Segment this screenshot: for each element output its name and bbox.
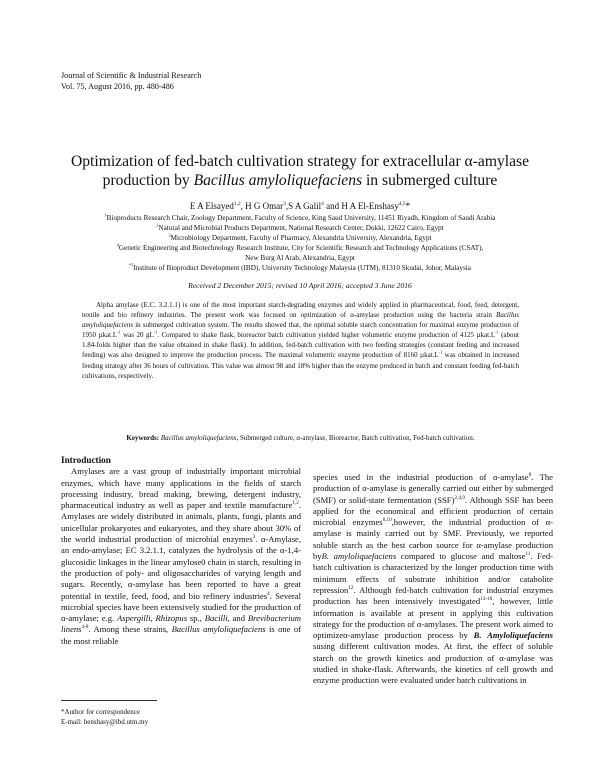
intro-paragraph-right: species used in the industrial production of α-amylase$^8$. The production of α-amylase is generally carried out either by submerged (SMF) or solid-state fermentation (SSF)$^{2,4,9}$. Although SSF has been applied for the economical and efficient production of certain microbial enzymes$^{8,10}$,however, the industrial production of α-amylase is mainly carried out by SMF. Previously, we reported soluble starch as the best carbon source for α-amylase production byB. amyloliquefaciens compared to glucose and maltose$^{11}$. Fed-batch cultivation is characterized by the longer production time with minimum effects of substrate inhibition and/or catabolite repression$^{12}$. Although fed-batch cultivation for industrial enzymes production has been intensively investigated$^{13-16}$, however, little information is available at present in applying this cultivation strategy for the production of α-amylases. The present work aimed to optimizeα-amylase production process by B. Amyloliquefaciens susing different cultivation modes. At first, the effect of soluble starch on the growth kinetics and production of α-amylase was studied in shake-flask. Afterwards, the kinetics of cell growth and enzyme production were evaluated under batch cultivations in [313, 472, 554, 686]
affiliation-item: $^{*5}$Institute of Bioproduct Development (IBD), University Technology Malaysia (UTM), 81310 Skudai, Johor, Malaysia [129, 262, 471, 272]
journal-header [61, 70, 201, 92]
abstract: Alpha amylase (E.C. 3.2.1.1) is one of the most important starch-degrading enzymes and widely applied in pharmaceutical, food, feed, detergent, textile and bio refinery industries. The present work was focused on optimization of α-amylase production using the bacteria strain Bacillus amyloliquefaciens in submerged cultivation system. The results showed that, the optimal soluble starch concentration for maximal enzyme production of 1950 $\mu kat.L^{-1}$ was 20 $gL^{-1}$. Compared to shake flask, bioreactor batch cultivation yielded higher volumetric enzyme production of 4125 $\mu kat.L^{-1}$ (about 1.84-folds higher than the value obtained in shake flask). In addition, fed-batch cultivation with two feeding strategies (constant feeding and increased feeding) was also designed to improve the production process. The maximal volumetric enzyme production of 8160 $\mu kat.L^{-1}$ was obtained in increased feeding strategy after 36 hours of cultivation. This value was almost 98 and 18% higher than the enzyme produced in batch and constant feeding fed-batch cultivations, respectively. [82, 301, 519, 380]
paper-title [40, 152, 560, 190]
intro-paragraph-left: Amylases are a vast group of industrially important microbial enzymes, which have many applications in the fields of starch processing industry, bread making, brewing, detergent industry, pharmaceutical industry as well as paper and textile manufacture$^{1,2}$. Amylases are widely distributed in animals, plants, fungi, plants and unicellular prokaryotes and eukaryotes, and they share about 30% of the world industrial production of microbial enzymes$^3$. α-Amylase, an endo-amylase; EC 3.2.1.1, catalyzes the hydrolysis of the α-1,4-glucosidic linkages in the linear amylose0 chain in starch, resulting in the production of poly- and oligosaccharides of varying length and sugars. Recently, α-amylase has been reported to have a great potential in textile, feed, food, and bio refinery industries$^4$. Several microbial species have been extensively studied for the production of α-amylase; e.g. Aspergilli, Rhizopus sp., Bacilli, and Brevibacterium linens$^{4-8}$. Among these strains, Bacillus amyloliquefaciens is one of the most reliable [61, 466, 302, 646]
journal-name: Journal of Scientific & Industrial Research [61, 71, 202, 80]
received-dates: Received 2 December 2015; revised 10 April 2016; accepted 3 June 2016 [188, 281, 412, 290]
affiliation-item: $^4$Genetic Engineering and Biotechnology Research Institute, City for Scientific Research and Technology Applications (CSAT), [116, 242, 484, 252]
column-left [61, 455, 301, 647]
author-list: E A Elsayed$^{1,2}$, H G Omar$^3$,S A Galil$^4$ and H A El-Enshasy$^{4,5}$* [189, 201, 411, 211]
keywords: Keywords: Bacillus amyloliquefaciens, Submerged culture, α-amylase, Bioreactor, Batch cultivation, Fed-batch cultivation. [126, 434, 475, 442]
affiliations [40, 214, 560, 273]
corresponding-author-note: *Author for correspondence [61, 708, 140, 716]
footnote-divider [61, 700, 157, 701]
affiliation-item: $^2$Natural and Microbial Products Department, National Research Center, Dokki, 12622 Cairo, Egypt [156, 222, 444, 232]
corresponding-email: E-mail: henshasy@ibd.utm.my [61, 718, 149, 726]
affiliation-item: $^3$Microbiology Department, Faculty of Pharmacy, Alexandria University, Alexandria, Egypt [168, 232, 432, 242]
section-heading-introduction: Introduction [61, 455, 111, 465]
footnote [61, 707, 261, 727]
column-right [313, 472, 553, 687]
title-line-1: Optimization of fed-batch cultivation strategy for extracellular α-amylase [70, 153, 530, 170]
title-line-2: production by Bacillus amyloliquefaciens in submerged culture [102, 172, 498, 189]
affiliation-item: New Burg Al Arab, Alexandria, Egypt [245, 253, 355, 262]
affiliation-item: $^1$Bioproducts Research Chair, Zoology Department, Faculty of Science, King Saud University, 11451 Riyadh, Kingdom of Saudi Arabia [104, 212, 496, 222]
journal-volume: Vol. 75, August 2016, pp. 480-486 [61, 82, 174, 91]
